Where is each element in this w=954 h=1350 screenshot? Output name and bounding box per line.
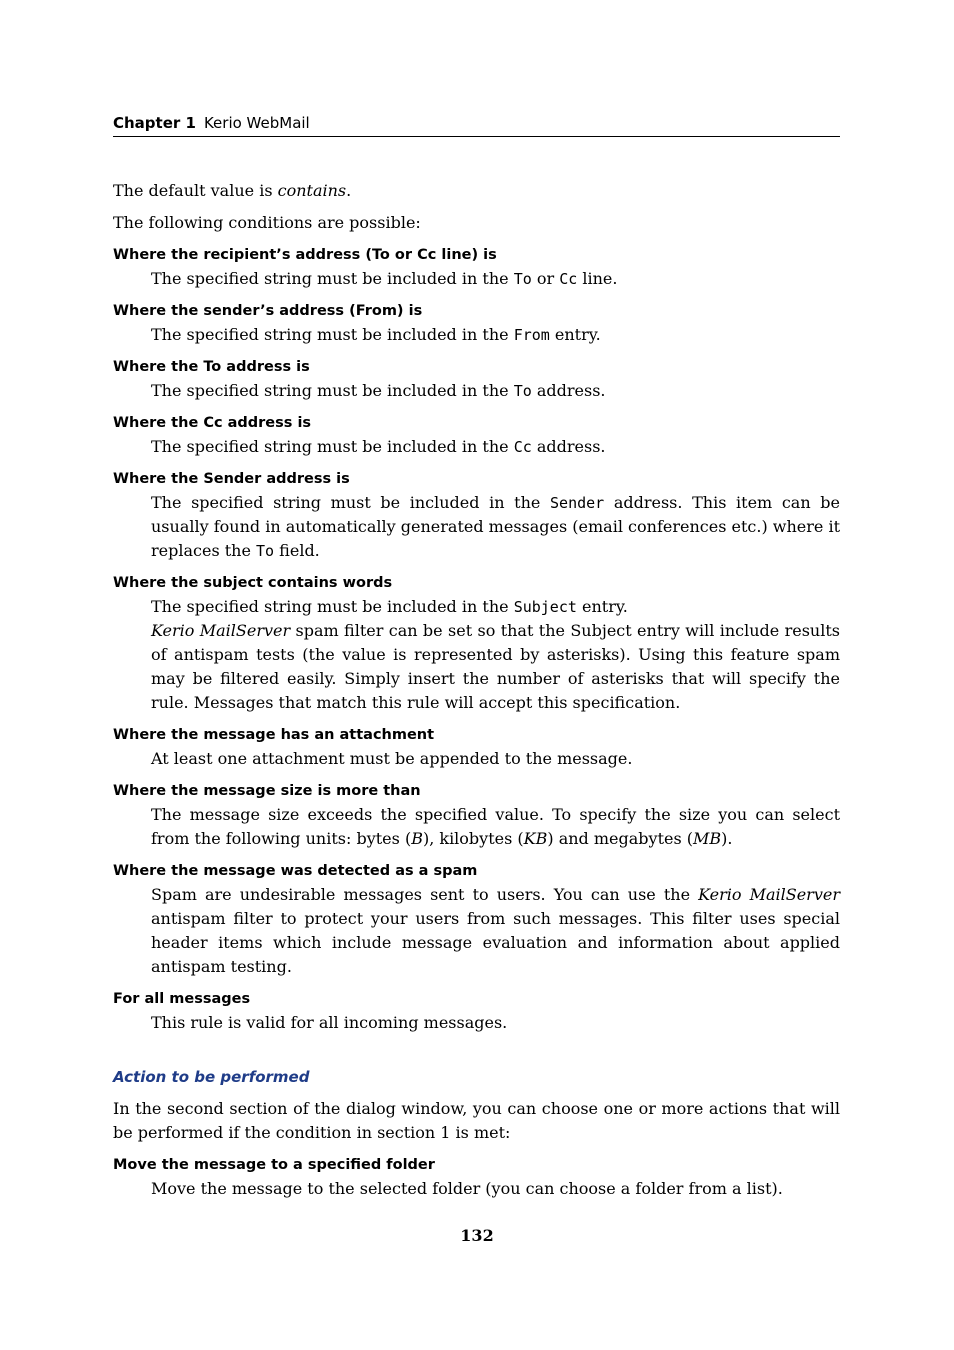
action-description: Move the message to the selected folder (you can choose a folder from a list). bbox=[151, 1179, 783, 1198]
condition-description: The specified string must be included in the To address. bbox=[151, 381, 606, 400]
condition-term: For all messages bbox=[113, 991, 251, 1007]
condition-description: At least one attachment must be appended to the message. bbox=[151, 749, 633, 768]
condition-description: This rule is valid for all incoming messages. bbox=[151, 1013, 508, 1032]
condition-description: The specified string must be included in the Subject entry. Kerio MailServer spam filter can be set so that the Subject entry will include results of antispam tests (the value is represented by asterisks). Using this feature spam may be filtered easily. Simply insert the number of asterisks that will specify the rule. Messages that match this rule will accept this specification. bbox=[151, 597, 840, 712]
condition-description: The message size exceeds the specified value. To specify the size you can select from the following units: bytes (B), kilobytes (KB) and megabytes (MB). bbox=[151, 805, 840, 848]
default-value-paragraph: The default value is contains. bbox=[113, 181, 352, 200]
page-number: 132 bbox=[460, 1226, 494, 1245]
condition-term: Where the message was detected as a spam bbox=[113, 863, 478, 879]
actions-list bbox=[113, 1153, 840, 1201]
condition-description: The specified string must be included in the To or Cc line. bbox=[151, 269, 618, 288]
condition-description: The specified string must be included in the Sender address. This item can be usually found in automatically generated messages (email conferences etc.) where it replaces the To field. bbox=[151, 493, 840, 560]
condition-term: Where the To address is bbox=[113, 359, 310, 375]
condition-term: Where the message size is more than bbox=[113, 783, 421, 799]
condition-term: Where the recipient’s address (To or Cc line) is bbox=[113, 247, 497, 263]
conditions-list bbox=[113, 243, 840, 1035]
condition-description: Spam are undesirable messages sent to users. You can use the Kerio MailServer antispam filter to protect your users from such messages. This filter uses special header items which include message evaluation and information about applied antispam testing. bbox=[151, 885, 840, 976]
condition-description: The specified string must be included in the From entry. bbox=[151, 325, 601, 344]
condition-term: Where the sender’s address (From) is bbox=[113, 303, 423, 319]
main-content bbox=[113, 179, 840, 1209]
chapter-title: Kerio WebMail bbox=[203, 114, 310, 132]
default-value: contains bbox=[277, 181, 347, 200]
action-term: Move the message to a specified folder bbox=[113, 1157, 435, 1173]
condition-term: Where the Cc address is bbox=[113, 415, 312, 431]
condition-description: The specified string must be included in the Cc address. bbox=[151, 437, 606, 456]
running-header bbox=[113, 114, 840, 137]
section-heading: Action to be performed bbox=[113, 1068, 310, 1086]
chapter-label: Chapter 1 bbox=[113, 114, 196, 132]
action-intro: In the second section of the dialog window, you can choose one or more actions that will be performed if the condition in section 1 is met: bbox=[113, 1099, 840, 1142]
conditions-intro: The following conditions are possible: bbox=[113, 213, 421, 232]
condition-term: Where the message has an attachment bbox=[113, 727, 435, 743]
condition-term: Where the subject contains words bbox=[113, 575, 393, 591]
condition-term: Where the Sender address is bbox=[113, 471, 350, 487]
